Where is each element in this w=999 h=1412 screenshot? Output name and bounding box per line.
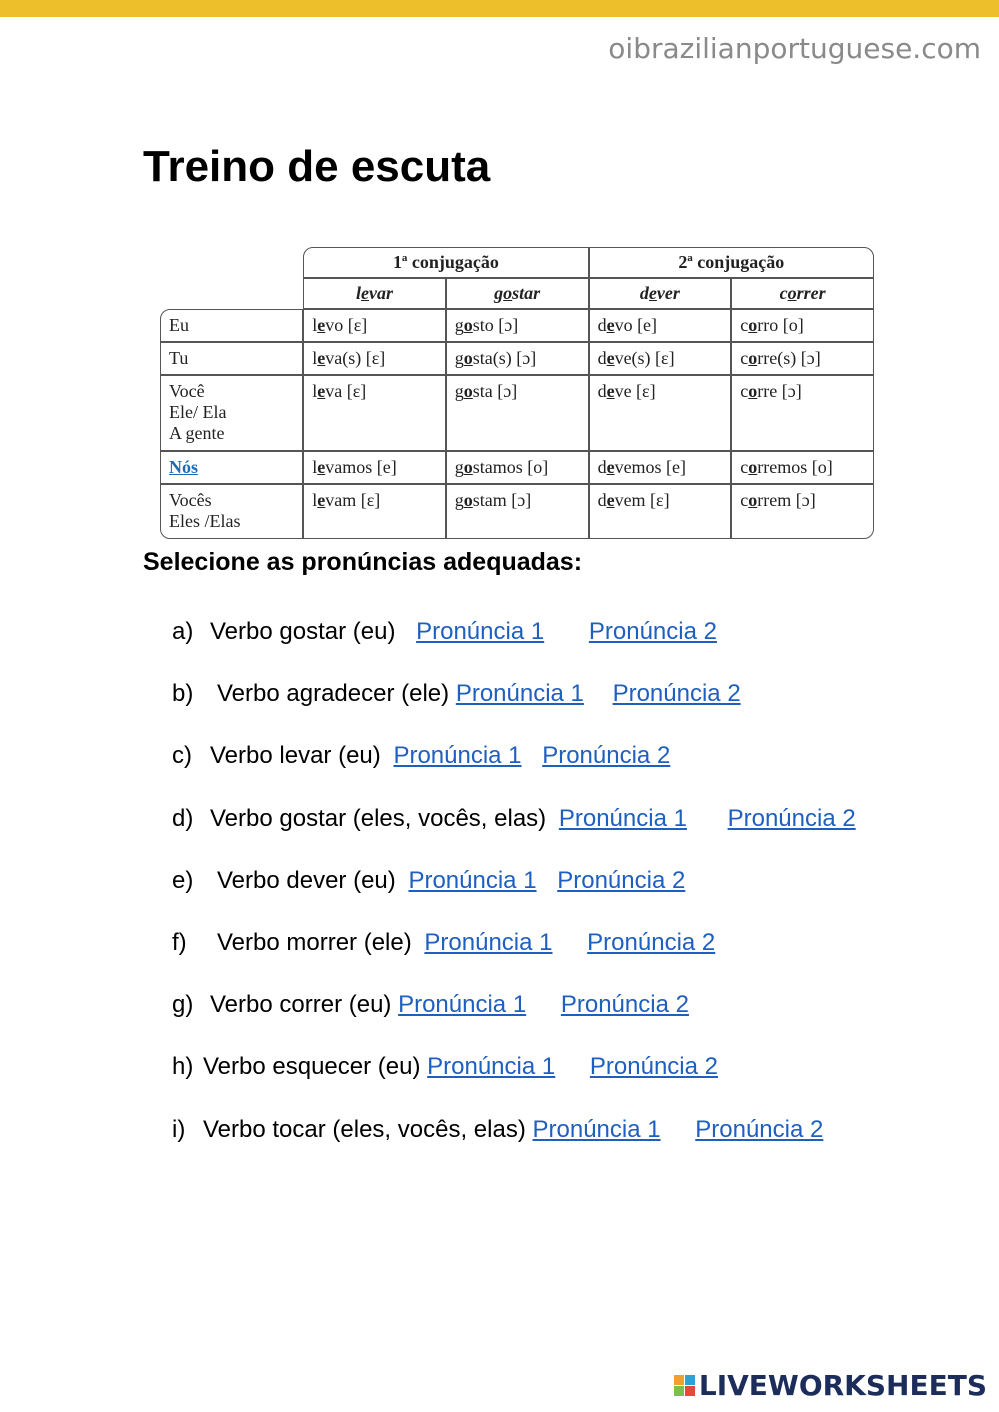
exercise-letter: f)	[172, 928, 187, 956]
conjugation-cell: deve [ɛ]	[589, 375, 732, 451]
pronunciation-2-link[interactable]: Pronúncia 2	[612, 680, 741, 708]
pronunciation-2-link[interactable]: Pronúncia 2	[542, 742, 671, 770]
group-header-2: 2ª conjugação	[589, 247, 874, 278]
exercise-letter: b)	[172, 680, 194, 708]
pronunciation-1-link[interactable]: Pronúncia 1	[393, 742, 522, 770]
exercise-text: Verbo agradecer (ele)	[217, 680, 450, 708]
table-row	[160, 375, 874, 451]
instruction: Selecione as pronúncias adequadas:	[143, 548, 583, 576]
pronunciation-1-link[interactable]: Pronúncia 1	[416, 618, 545, 645]
verb-header: correr	[731, 278, 874, 309]
verb-header: levar	[303, 278, 446, 309]
top-accent-bar	[0, 0, 999, 17]
site-brand: oibrazilianportuguese.com	[608, 32, 981, 65]
pronoun-cell[interactable]: Nós	[160, 451, 303, 484]
conjugation-cell: corro [o]	[731, 309, 874, 342]
verb-header: dever	[589, 278, 732, 309]
pronunciation-2-link[interactable]: Pronúncia 2	[557, 866, 686, 894]
conjugation-cell: gosta(s) [ɔ]	[446, 342, 589, 375]
conjugation-cell: levamos [e]	[303, 451, 446, 484]
conjugation-cell: gostamos [o]	[446, 451, 589, 484]
table-row	[160, 342, 874, 375]
exercise-list	[172, 618, 952, 1178]
exercise-item	[172, 805, 952, 867]
conjugation-cell: devem [ɛ]	[589, 484, 732, 539]
exercise-item	[172, 991, 952, 1053]
exercise-letter: e)	[172, 866, 194, 894]
exercise-letter: g)	[172, 991, 194, 1019]
conjugation-cell: corremos [o]	[731, 451, 874, 484]
pronunciation-1-link[interactable]: Pronúncia 1	[455, 680, 584, 708]
pronunciation-2-link[interactable]: Pronúncia 2	[727, 804, 856, 832]
exercise-item	[172, 742, 952, 804]
conjugation-table	[160, 247, 874, 530]
pronunciation-1-link[interactable]: Pronúncia 1	[532, 1115, 661, 1143]
conjugation-cell: deve(s) [ɛ]	[589, 342, 732, 375]
conjugation-cell: devo [e]	[589, 309, 732, 342]
table-row	[160, 484, 874, 539]
table-row	[160, 309, 874, 342]
pronoun-cell: Você Ele/ Ela A gente	[160, 375, 303, 451]
exercise-text: Verbo tocar (eles, vocês, elas)	[203, 1115, 526, 1143]
exercise-text: Verbo dever (eu)	[217, 866, 396, 894]
exercise-letter: a)	[172, 618, 194, 645]
exercise-text: Verbo levar (eu)	[210, 742, 381, 770]
pronunciation-2-link[interactable]: Pronúncia 2	[560, 991, 689, 1019]
conjugation-cell: levo [ɛ]	[303, 309, 446, 342]
conjugation-cell: corre [ɔ]	[731, 375, 874, 451]
logo-mark-icon	[674, 1375, 695, 1396]
liveworksheets-logo	[674, 1369, 987, 1402]
conjugation-cell: leva(s) [ɛ]	[303, 342, 446, 375]
pronoun-cell: Vocês Eles /Elas	[160, 484, 303, 539]
exercise-item	[172, 1116, 952, 1178]
exercise-letter: d)	[172, 804, 194, 832]
exercise-letter: h)	[172, 1053, 194, 1081]
exercise-text: Verbo morrer (ele)	[217, 928, 412, 956]
exercise-text: Verbo correr (eu)	[210, 991, 392, 1019]
exercise-text: Verbo gostar (eles, vocês, elas)	[210, 804, 547, 832]
exercise-item	[172, 1053, 952, 1115]
exercise-letter: c)	[172, 742, 192, 770]
verb-header: gostar	[446, 278, 589, 309]
conjugation-cell: gosto [ɔ]	[446, 309, 589, 342]
pronunciation-1-link[interactable]: Pronúncia 1	[398, 991, 527, 1019]
page-title: Treino de escuta	[143, 142, 491, 191]
pronunciation-1-link[interactable]: Pronúncia 1	[424, 928, 553, 956]
conjugation-cell: devemos [e]	[589, 451, 732, 484]
pronunciation-1-link[interactable]: Pronúncia 1	[427, 1053, 556, 1081]
exercise-item	[172, 680, 952, 742]
group-header-1: 1ª conjugação	[303, 247, 588, 278]
pronunciation-2-link[interactable]: Pronúncia 2	[588, 618, 717, 645]
pronunciation-2-link[interactable]: Pronúncia 2	[589, 1053, 718, 1081]
conjugation-cell: gostam [ɔ]	[446, 484, 589, 539]
exercise-item	[172, 618, 952, 680]
conjugation-cell: correm [ɔ]	[731, 484, 874, 539]
pronunciation-1-link[interactable]: Pronúncia 1	[408, 866, 537, 894]
exercise-text: Verbo esquecer (eu)	[203, 1053, 421, 1081]
conjugation-cell: corre(s) [ɔ]	[731, 342, 874, 375]
conjugation-cell: leva [ɛ]	[303, 375, 446, 451]
exercise-item	[172, 867, 952, 929]
pronunciation-2-link[interactable]: Pronúncia 2	[695, 1115, 824, 1143]
exercise-text: Verbo gostar (eu)	[210, 618, 396, 645]
table-row	[160, 451, 874, 484]
pronunciation-1-link[interactable]: Pronúncia 1	[558, 804, 687, 832]
conjugation-cell: gosta [ɔ]	[446, 375, 589, 451]
exercise-item	[172, 929, 952, 991]
pronoun-cell: Tu	[160, 342, 303, 375]
exercise-letter: i)	[172, 1115, 186, 1143]
conjugation-cell: levam [ɛ]	[303, 484, 446, 539]
pronoun-cell: Eu	[160, 309, 303, 342]
logo-text: LIVEWORKSHEETS	[698, 1369, 987, 1402]
pronunciation-2-link[interactable]: Pronúncia 2	[587, 928, 716, 956]
